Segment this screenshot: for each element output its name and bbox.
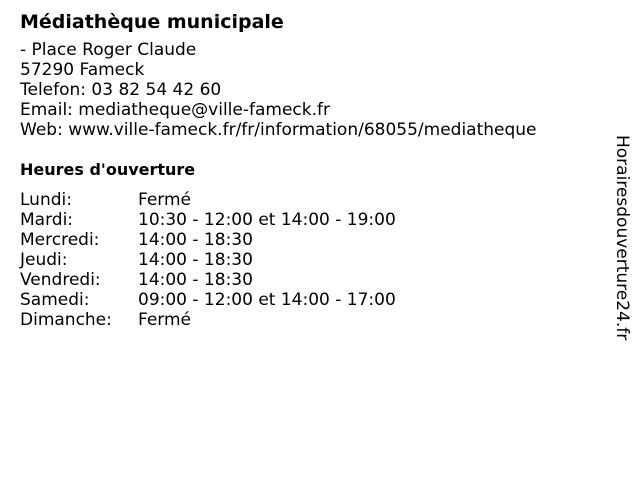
- website-url: Web: www.ville-fameck.fr/fr/information/68055/mediatheque: [20, 120, 537, 140]
- day-label: Mercredi:: [20, 230, 100, 250]
- time-value: Fermé: [138, 190, 192, 210]
- time-value: 14:00 - 18:30: [138, 250, 253, 270]
- hours-row-samedi: [20, 290, 600, 310]
- time-value: 14:00 - 18:30: [138, 270, 253, 290]
- phone-number: Telefon: 03 82 54 42 60: [20, 80, 222, 100]
- time-value: 09:00 - 12:00 et 14:00 - 17:00: [138, 290, 396, 310]
- hours-row-vendredi: [20, 270, 600, 290]
- hours-table: [20, 190, 600, 330]
- hours-row-mardi: [20, 210, 600, 230]
- hours-heading: Heures d'ouverture: [20, 160, 196, 179]
- day-label: Mardi:: [20, 210, 74, 230]
- hours-row-jeudi: [20, 250, 600, 270]
- city-postal: 57290 Fameck: [20, 60, 145, 80]
- street-address: - Place Roger Claude: [20, 40, 197, 60]
- time-value: Fermé: [138, 310, 192, 330]
- time-value: 10:30 - 12:00 et 14:00 - 19:00: [138, 210, 396, 230]
- place-title: Médiathèque municipale: [20, 11, 284, 33]
- hours-row-dimanche: [20, 310, 600, 330]
- hours-row-lundi: [20, 190, 600, 210]
- hours-row-mercredi: [20, 230, 600, 250]
- day-label: Lundi:: [20, 190, 72, 210]
- day-label: Vendredi:: [20, 270, 101, 290]
- day-label: Samedi:: [20, 290, 90, 310]
- time-value: 14:00 - 18:30: [138, 230, 253, 250]
- place-card: [20, 10, 600, 330]
- email-address: Email: mediatheque@ville-fameck.fr: [20, 100, 330, 120]
- site-watermark: Horairesdouverture24.fr: [612, 135, 632, 341]
- address-block: [20, 40, 600, 140]
- day-label: Jeudi:: [20, 250, 68, 270]
- day-label: Dimanche:: [20, 310, 112, 330]
